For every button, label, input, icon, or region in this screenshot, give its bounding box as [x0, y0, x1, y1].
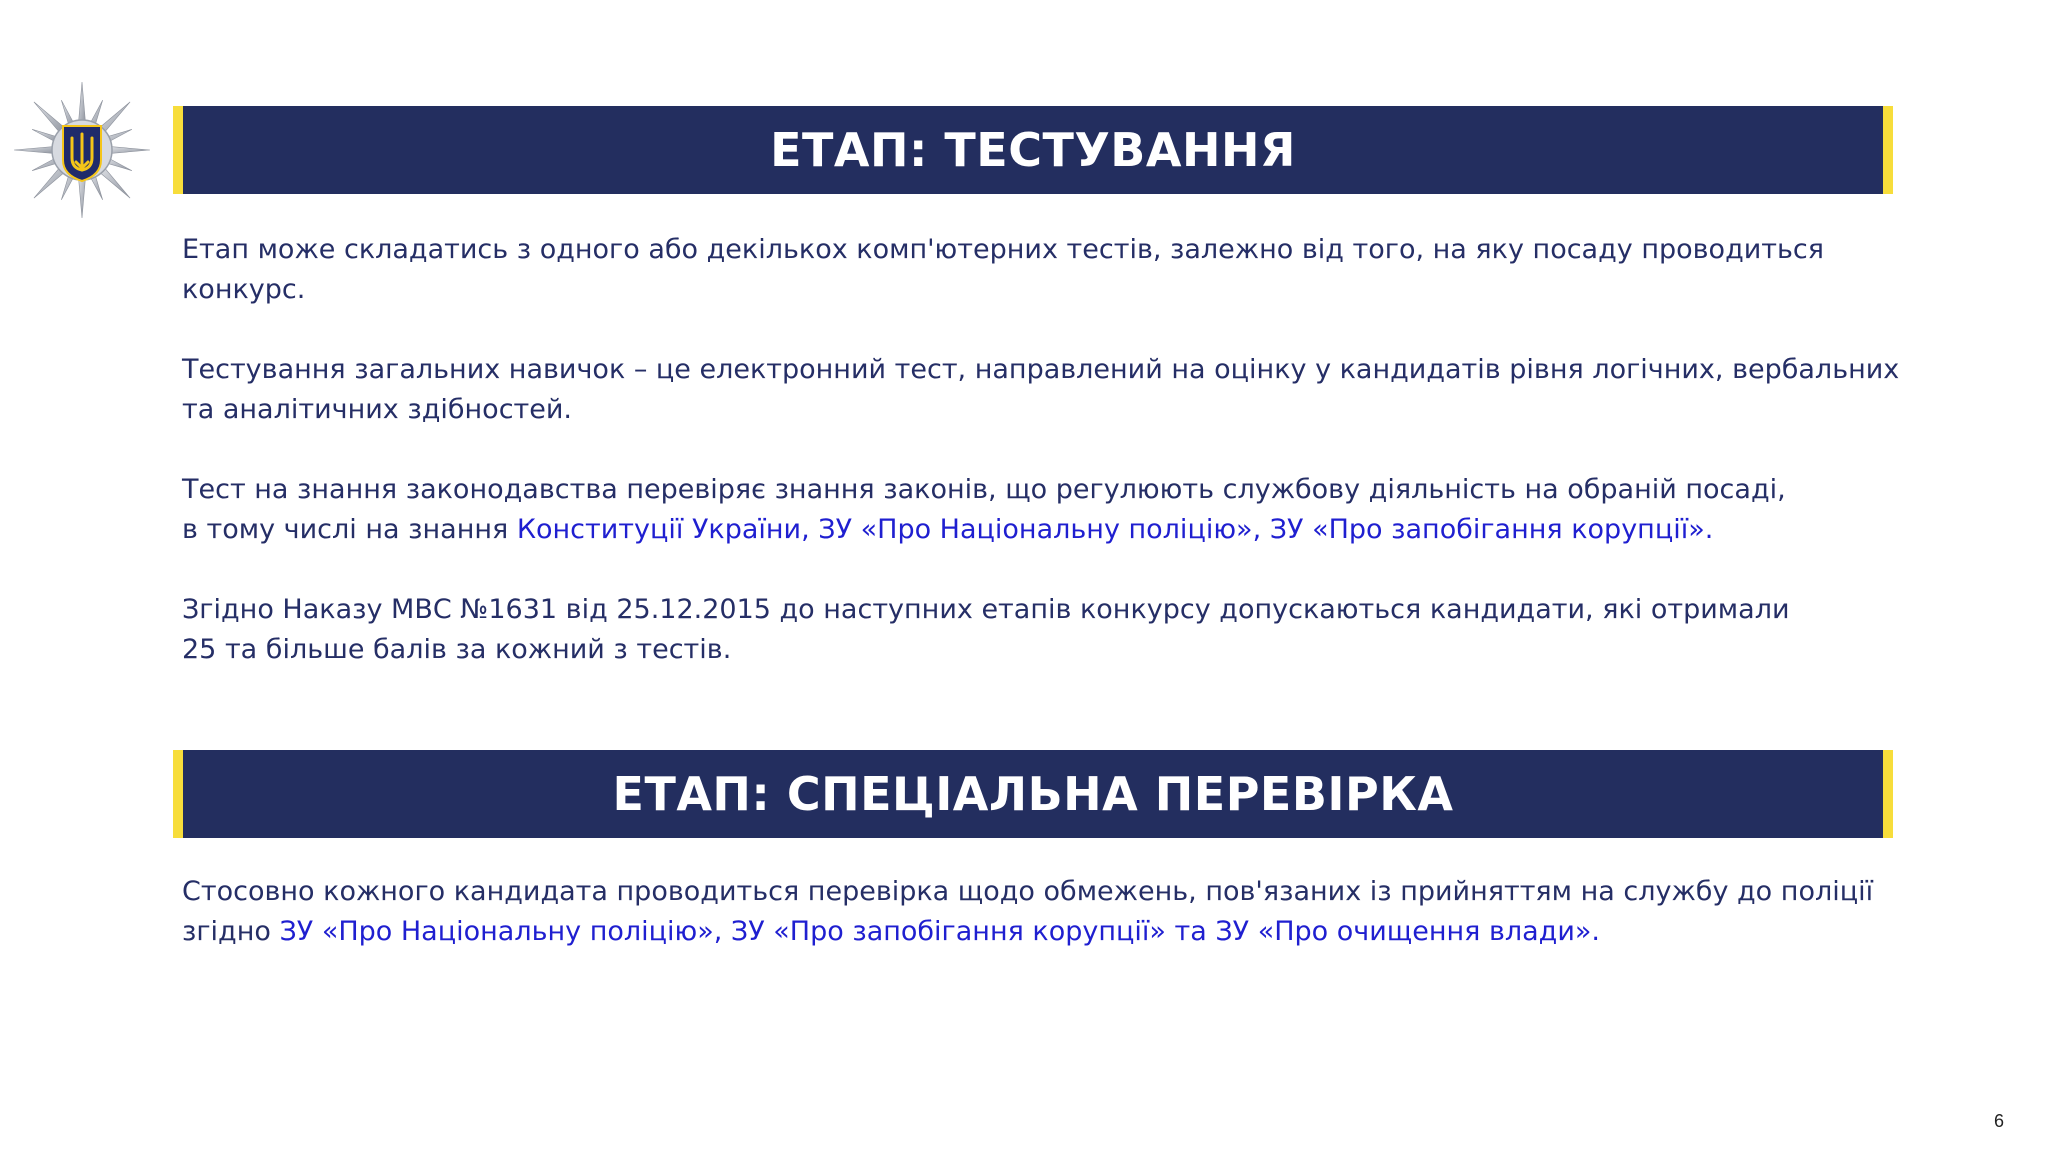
text-line: та аналітичних здібностей. [182, 394, 573, 425]
star-ray [108, 146, 150, 153]
star-ray [78, 82, 85, 124]
laws-reference: Конституції України, ЗУ «Про Національну поліцію», ЗУ «Про запобігання корупції». [516, 514, 1714, 545]
text-line: Стосовно кожного кандидата проводиться перевірка щодо обмежень, пов'язаних із прийняттям на службу до поліції [182, 876, 1874, 907]
text-line: конкурс. [182, 274, 306, 305]
section-special-check-banner [173, 750, 1893, 838]
paragraph-stage-description [182, 230, 1882, 310]
laws-reference: ЗУ «Про Національну поліцію», ЗУ «Про запобігання корупції» та ЗУ «Про очищення влади». [279, 916, 1600, 947]
section-special-check-body [182, 872, 1882, 952]
text-line: Тестування загальних навичок – це електронний тест, направлений на оцінку у кандидатів рівня логічних, вербальних [182, 354, 1900, 385]
text-fragment: згідно [182, 916, 280, 947]
section-special-check-title: ЕТАП: СПЕЦІАЛЬНА ПЕРЕВІРКА [612, 767, 1454, 821]
page-number: 6 [1993, 1111, 2004, 1131]
star-ray [78, 176, 85, 218]
paragraph-legislation-test [182, 470, 1882, 550]
section-testing-banner [173, 106, 1893, 194]
section-testing-body [182, 230, 1900, 710]
text-fragment: в тому числі на знання [182, 514, 517, 545]
text-line [182, 912, 1882, 952]
text-line: 25 та більше балів за кожний з тестів. [182, 634, 732, 665]
star-ray [14, 146, 56, 153]
text-line: Тест на знання законодавства перевіряє знання законів, що регулюють службову діяльність на обраній посаді, [182, 474, 1786, 505]
section-testing-title: ЕТАП: ТЕСТУВАННЯ [770, 123, 1296, 177]
text-line: Згідно Наказу МВС №1631 від 25.12.2015 до наступних етапів конкурсу допускаються кандидати, які отримали [182, 594, 1790, 625]
paragraph-order-requirement [182, 590, 1882, 670]
paragraph-general-skills [182, 350, 1900, 430]
text-line [182, 510, 1882, 550]
police-star-emblem-icon [12, 80, 152, 220]
text-line: Етап може складатись з одного або декількох комп'ютерних тестів, залежно від того, на яку посаду проводиться [182, 234, 1825, 265]
